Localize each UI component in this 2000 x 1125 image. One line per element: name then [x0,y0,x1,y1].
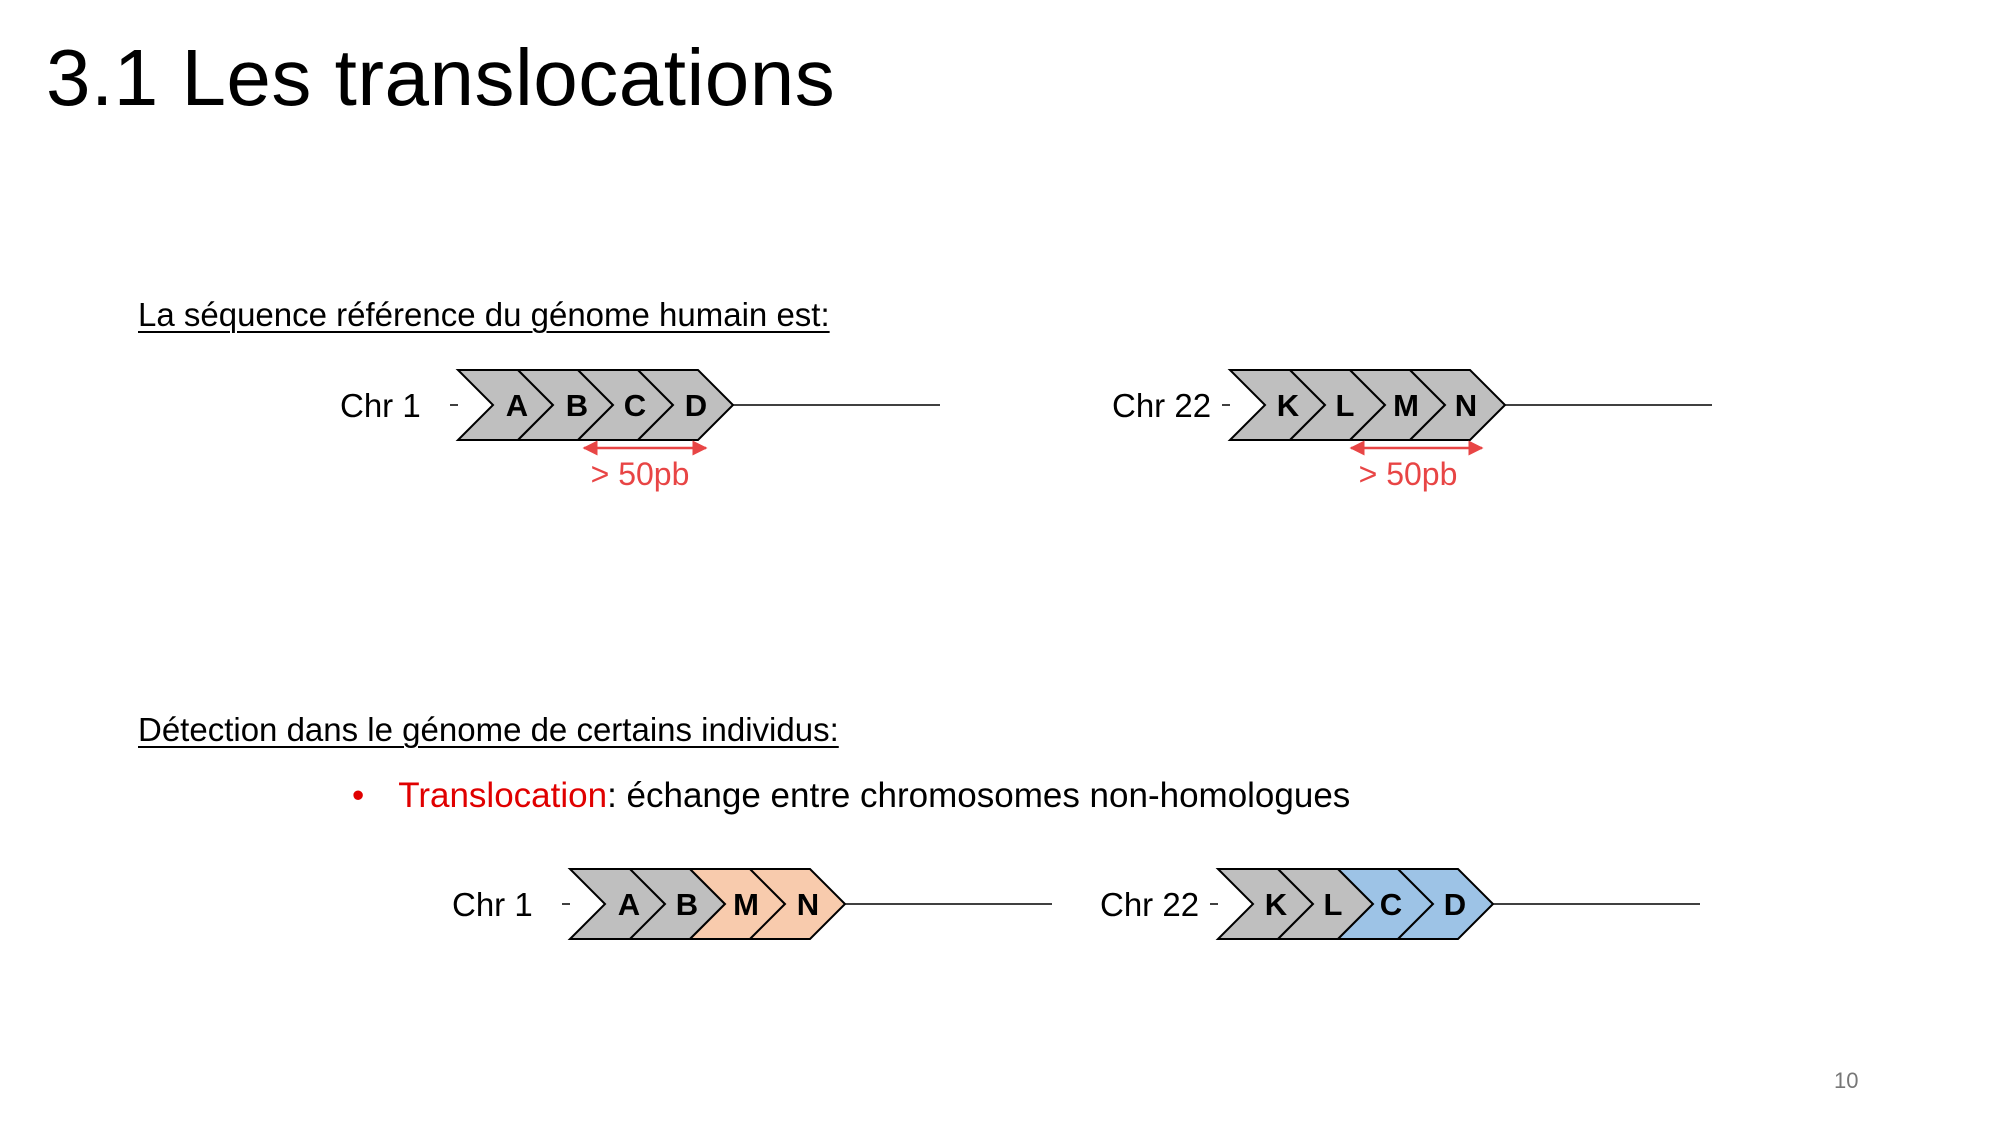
segment-label: D [684,388,708,423]
span-label: > 50pb [1358,456,1458,492]
segment-row [1218,869,1493,939]
segment-label: D [1443,887,1467,922]
segment-row [458,370,733,440]
reference-heading: La séquence référence du génome humain est: [138,296,830,333]
reference-chr22 [1112,370,1712,492]
chromosome-label: Chr 22 [1100,886,1200,923]
slide-title: 3.1 Les translocations [46,33,836,122]
segment-label: L [1323,887,1343,922]
segment-label: B [565,388,589,423]
translocation-definition: : échange entre chromosomes non-homologues [607,776,1351,815]
segment-label: C [623,388,647,423]
segment-label: L [1335,388,1355,423]
segment-label: M [1393,388,1419,423]
segment-row [1230,370,1505,440]
page-number: 10 [1834,1068,1859,1093]
segment-label: C [1379,887,1403,922]
detected-chr1 [452,869,1052,939]
chromosome-label: Chr 1 [340,387,421,424]
chromosome-label: Chr 22 [1112,387,1212,424]
segment-label: K [1276,388,1300,423]
bullet-dot-icon: • [352,776,365,815]
segment-label: N [1454,388,1478,423]
segment-label: B [675,887,699,922]
segment-label: N [796,887,820,922]
segment-label: M [733,887,759,922]
segment-row [570,869,845,939]
segment-label: K [1264,887,1288,922]
segment-label: A [505,388,529,423]
translocation-term: Translocation [398,776,608,815]
segment-label: A [617,887,641,922]
chromosome-label: Chr 1 [452,886,533,923]
span-label: > 50pb [590,456,690,492]
detection-heading: Détection dans le génome de certains individus: [138,711,839,748]
reference-chr1 [340,370,940,492]
detected-chr22 [1100,869,1700,939]
